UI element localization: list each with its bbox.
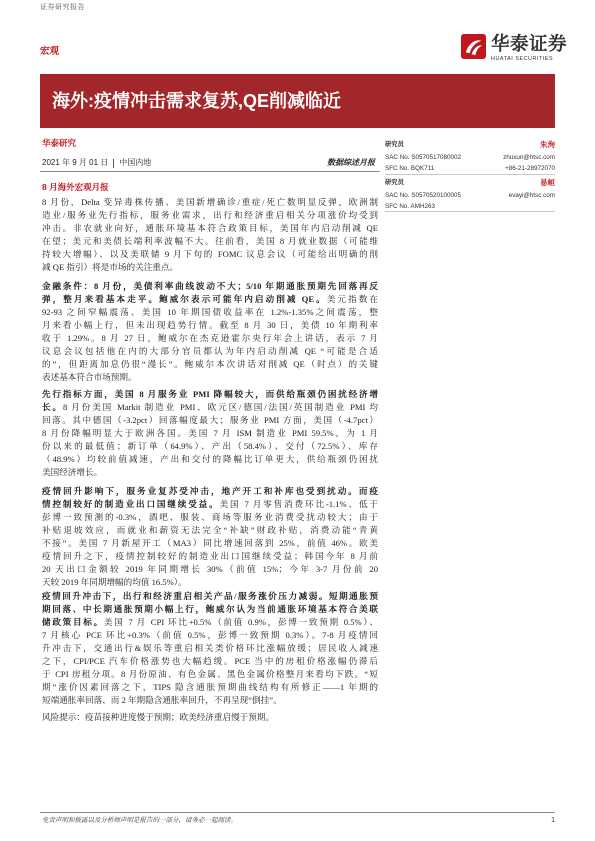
text-line xyxy=(42,235,378,248)
report-kind: 数据综述月报 xyxy=(327,158,375,167)
text-line xyxy=(42,293,378,306)
text-line xyxy=(42,209,378,222)
text-line xyxy=(42,401,378,414)
analyst-role: 研究员 xyxy=(385,141,404,148)
page-number: 1 xyxy=(551,817,555,824)
text-segment: 美国 7 月 CPI 环比+0.5%（前值 0.9%，彭博一致预期 0.5%）、 xyxy=(103,617,378,627)
bold-text-segment: 储政策目标。 xyxy=(42,617,104,627)
logo-name-cn: 华泰证券 xyxy=(491,33,568,54)
analyst-phone: +86-21-28972070 xyxy=(505,165,555,172)
report-region: 中国内地 xyxy=(119,158,152,167)
analyst-1-sfc-row xyxy=(385,163,555,174)
text-line xyxy=(42,629,378,642)
text-line xyxy=(42,485,378,498)
text-line xyxy=(42,196,378,209)
analyst-name: 朱洵 xyxy=(540,140,555,149)
text-segment: 8 月份，Delta 变异毒株传播、美国新增确诊/重症/死亡数明显反弹，欧洲制 xyxy=(42,197,378,207)
text-segment: 造业/服务业先行指标，服务业需求，出行和经济重启相关分项涨价均受到 xyxy=(42,210,378,220)
bold-text-segment: 疫情回升影响下，服务业复苏受冲击，地产开工和补库也受到扰动。而疫 xyxy=(42,486,378,496)
bold-text-segment: 期回落、中长期通胀预期小幅上行，鲍威尔认为当前通胀环境基本符合美联 xyxy=(42,604,378,614)
text-segment: 疫情回升之下，疫情控制较好的制造业出口国继续受益；韩国今年 8 月前 xyxy=(42,551,378,561)
report-title: 海外:疫情冲击需求复苏,QE削减临近 xyxy=(52,91,342,111)
leading-indicators-paragraph xyxy=(42,388,378,479)
text-line xyxy=(42,668,378,681)
separator xyxy=(113,159,114,168)
inflation-paragraph xyxy=(42,590,378,707)
bold-text-segment: 先行指标方面，美国 8 月服务业 PMI 降幅较大，而供给瓶颈仍困扰经济增 xyxy=(42,389,378,399)
summary-heading: 8 月海外宏观月报 xyxy=(42,182,109,192)
text-line xyxy=(42,524,378,537)
text-line xyxy=(42,371,378,384)
divider xyxy=(385,211,555,212)
text-segment: 升冲击下，交通出行&娱乐等重启相关类价格环比涨幅放缓；居民收入减速 xyxy=(42,643,378,653)
text-segment: 收于 1.29%。8 月 27 日，鲍威尔在杰克逊霍尔央行年会上讲话，表示 7 月 xyxy=(42,333,378,343)
report-date: 2021 年 9 月 01 日 xyxy=(42,158,109,167)
text-segment: 美国 7 月零售消费环比-1.1%、低于 xyxy=(219,499,378,509)
text-segment: 7 月核心 PCE 环比+0.3%（前值 0.5%，彭博一致预期 0.3%）。7-8 月疫情回 xyxy=(42,630,378,640)
huatai-logo-icon xyxy=(461,34,486,59)
divider xyxy=(385,174,555,175)
text-line xyxy=(42,590,378,603)
text-line xyxy=(42,332,378,345)
text-line xyxy=(42,466,378,479)
analyst-name: 易峘 xyxy=(540,178,555,187)
risk-warning: 风险提示：疫苗接种进度慢于预期；欧美经济重启慢于预期。 xyxy=(42,712,275,722)
text-segment: 不接”。美国 7 月新屋开工（MA3）同比增速回落到 25%，前值 46%。欧美 xyxy=(42,538,378,548)
text-line xyxy=(42,427,378,440)
text-segment: 补贴退坡效应，而就业和薪资无法完全“补缺”财政补贴，消费动能“青黄 xyxy=(42,525,378,535)
text-segment: 天较 2019 年同期增幅的均值 16.5%）。 xyxy=(42,577,187,587)
financial-conditions-paragraph xyxy=(42,280,378,384)
text-segment: 份以来的最低值；新订单（64.9%）、产出（58.4%）、交付（72.5%）、库存 xyxy=(42,441,378,451)
text-line xyxy=(42,345,378,358)
text-segment: 在望；美元和美债长端利率波幅不大。往前看，美国 8 月就业数据（可能维 xyxy=(42,236,378,246)
analyst-2-sac-row xyxy=(385,190,555,201)
text-segment: 的”，但距离加息仍很“漫长”。鲍威尔本次讲话对削减 QE（时点）的关键 xyxy=(42,359,378,369)
text-segment: 短端通胀率回落、而 2 年期隐含通胀率回升，不再呈现“倒挂”。 xyxy=(42,695,282,705)
summary-paragraph xyxy=(42,196,378,274)
text-line xyxy=(42,537,378,550)
text-segment: 8 月份美国 Markit 制造业 PMI、欧元区/德国/法国/英国制造业 PMI 均 xyxy=(62,402,378,412)
footer-divider xyxy=(40,812,555,813)
text-segment: 美国经济增长。 xyxy=(42,467,103,477)
analyst-sac: SAC No. S0570520100005 xyxy=(385,192,461,199)
analyst-email: evayi@htsc.com xyxy=(508,192,555,199)
analyst-sfc: SFC No. AMH263 xyxy=(385,203,436,210)
bold-text-segment: 弹，整月来看基本走平。鲍威尔表示可能年内启动削减 QE。 xyxy=(42,294,327,304)
report-type-label: 证券研究报告 xyxy=(40,4,85,11)
text-line xyxy=(42,616,378,629)
bold-text-segment: 长。 xyxy=(42,402,63,412)
text-line xyxy=(42,694,378,707)
text-segment: 20 天出口金额较 2019 年同期增长 30%（前值 15%；今年 3-7 月份前 20 xyxy=(42,564,378,574)
text-segment: 议息会议包括他在内的大部分官员都认为年内启动削减 QE “可能是合适 xyxy=(42,346,378,356)
text-line xyxy=(42,453,378,466)
text-line xyxy=(42,655,378,668)
text-segment: 92-93 之间窄幅震荡、美国 10 年期国债收益率在 1.2%-1.35%之间震荡，整 xyxy=(42,307,378,317)
analyst-email: zhuxun@htsc.com xyxy=(503,154,555,161)
text-line xyxy=(42,681,378,694)
bold-text-segment: 情控制较好的制造业出口国继续受益。 xyxy=(42,499,220,509)
text-line xyxy=(42,388,378,401)
logo-name-en: HUATAI SECURITIES xyxy=(491,56,554,62)
text-line xyxy=(42,550,378,563)
text-line xyxy=(42,261,378,274)
text-line xyxy=(42,306,378,319)
text-line xyxy=(42,603,378,616)
text-line xyxy=(42,642,378,655)
demand-recovery-paragraph xyxy=(42,485,378,589)
text-segment: 表述基本符合市场预期。 xyxy=(42,372,137,382)
text-line xyxy=(42,319,378,332)
date-region-row xyxy=(42,157,375,169)
text-line xyxy=(42,563,378,576)
analyst-role: 研究员 xyxy=(385,179,404,186)
institute-label: 华泰研究 xyxy=(42,138,77,148)
text-segment: （48.9%）均较前值减速，产出和交付的降幅比订单更大，供给瓶颈仍困扰 xyxy=(42,454,378,464)
text-segment: 月来看小幅上行，但未出现趋势行情。截至 8 月 30 日，美债 10 年期利率 xyxy=(42,320,378,330)
text-line xyxy=(42,576,378,589)
text-segment: 彭博一致预测的-0.3%，酒吧、服装、商场等服务业消费受扰动较大；由于 xyxy=(42,512,378,522)
analyst-2-header xyxy=(385,177,555,188)
text-segment: 美元指数在 xyxy=(326,294,378,304)
analyst-1-header xyxy=(385,139,555,150)
text-segment: 期”涨价因素回落之下，TIPS 隐含通胀预期曲线结构有所修正——1 年期的 xyxy=(42,682,378,692)
text-line xyxy=(42,414,378,427)
text-segment: 之下，CPI/PCE 汽车价格涨势也大幅趋缓。PCE 当中的房租价格涨幅仍滞后 xyxy=(42,656,378,666)
analyst-1-sac-row xyxy=(385,152,555,163)
text-line xyxy=(42,440,378,453)
text-line xyxy=(42,280,378,293)
bold-text-segment: 金融条件：8 月份，美债利率曲线波动不大；5/10 年期通胀预期先回落再反 xyxy=(42,281,378,291)
title-banner xyxy=(40,74,555,128)
text-segment: 持较大增幅）、以及美联储 9 月下旬的 FOMC 议息会议（可能给出明确的削 xyxy=(42,249,378,259)
text-segment: 冲击。非农就业向好，通胀环境基本符合政策目标，美国年内启动削减 QE xyxy=(42,223,378,233)
analyst-sac: SAC No. S0570517080002 xyxy=(385,154,461,161)
text-segment: 减 QE 指引）将是市场的关注重点。 xyxy=(42,262,179,272)
text-line xyxy=(42,358,378,371)
analyst-sfc: SFC No. BQK711 xyxy=(385,165,435,172)
text-line xyxy=(42,498,378,511)
text-line xyxy=(42,248,378,261)
text-line xyxy=(42,222,378,235)
text-segment: 8 月份降幅明显大于欧洲各国。美国 7 月 ISM 制造业 PMI 59.5%，为 1 月 xyxy=(42,428,378,438)
category-label: 宏观 xyxy=(40,46,60,57)
divider xyxy=(40,171,380,172)
text-segment: 于 CPI 房租分项。8 月份原油、有色金属、黑色金属价格整月来看均下跌。“短 xyxy=(42,669,378,679)
bold-text-segment: 疫情回升冲击下，出行和经济重启相关产品/服务涨价压力减弱。短期通胀预 xyxy=(42,591,378,601)
footer-disclaimer: 免责声明和披露以及分析师声明是报告的一部分，请务必一起阅读。 xyxy=(42,817,237,824)
text-line xyxy=(42,511,378,524)
text-segment: 回落。其中德国（-3.2pct）回落幅度最大；服务业 PMI 方面，美国（-4.7pct） xyxy=(42,415,378,425)
